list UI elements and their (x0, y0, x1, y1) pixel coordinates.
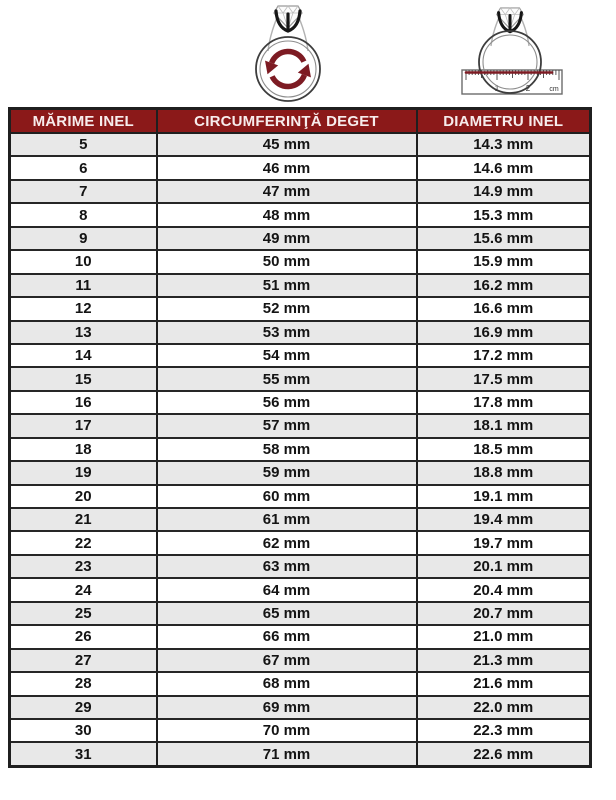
table-row (10, 438, 591, 461)
circumference-cell: 70 mm (157, 719, 417, 742)
ring-size-cell: 17 (10, 414, 157, 437)
table-row (10, 250, 591, 273)
diameter-cell: 16.9 mm (417, 321, 591, 344)
column-header-ring-size: MĂRIME INEL (10, 109, 157, 134)
circumference-cell: 64 mm (157, 578, 417, 601)
table-row (10, 672, 591, 695)
table-row (10, 274, 591, 297)
ruler-label-cm: cm (549, 86, 559, 93)
diameter-cell: 22.3 mm (417, 719, 591, 742)
header-row (10, 109, 591, 134)
ring-size-cell: 20 (10, 485, 157, 508)
ring-size-cell: 28 (10, 672, 157, 695)
table-header (10, 109, 591, 134)
diameter-cell: 18.8 mm (417, 461, 591, 484)
diameter-cell: 22.6 mm (417, 742, 591, 766)
circumference-cell: 71 mm (157, 742, 417, 766)
ring-size-table (8, 107, 592, 768)
circumference-cell: 51 mm (157, 274, 417, 297)
ring-size-cell: 12 (10, 297, 157, 320)
table-row (10, 180, 591, 203)
ring-size-cell: 11 (10, 274, 157, 297)
diameter-cell: 15.9 mm (417, 250, 591, 273)
table-row (10, 508, 591, 531)
ring-size-cell: 27 (10, 649, 157, 672)
diameter-cell: 21.3 mm (417, 649, 591, 672)
table-row (10, 742, 591, 766)
table-row (10, 649, 591, 672)
ring-size-cell: 10 (10, 250, 157, 273)
ring-size-cell: 19 (10, 461, 157, 484)
ring-size-cell: 29 (10, 696, 157, 719)
circumference-cell: 57 mm (157, 414, 417, 437)
table-body (10, 133, 591, 767)
circumference-cell: 56 mm (157, 391, 417, 414)
circumference-cell: 49 mm (157, 227, 417, 250)
column-header-finger-circumference: CIRCUMFERINŢĂ DEGET (157, 109, 417, 134)
diameter-cell: 15.6 mm (417, 227, 591, 250)
ring-size-cell: 23 (10, 555, 157, 578)
ring-size-cell: 30 (10, 719, 157, 742)
diameter-cell: 15.3 mm (417, 203, 591, 226)
ring-size-cell: 14 (10, 344, 157, 367)
table-row (10, 531, 591, 554)
diameter-cell: 17.8 mm (417, 391, 591, 414)
ruler-label-1: 1 (494, 84, 500, 93)
diameter-cell: 19.4 mm (417, 508, 591, 531)
table-row (10, 578, 591, 601)
diamond-icon (274, 6, 302, 31)
table-row (10, 485, 591, 508)
diameter-cell: 16.2 mm (417, 274, 591, 297)
diamond-icon (497, 8, 524, 32)
table-row (10, 227, 591, 250)
diameter-cell: 14.9 mm (417, 180, 591, 203)
circumference-cell: 62 mm (157, 531, 417, 554)
diameter-cell: 22.0 mm (417, 696, 591, 719)
circumference-cell: 61 mm (157, 508, 417, 531)
circumference-cell: 53 mm (157, 321, 417, 344)
ring-size-cell: 25 (10, 602, 157, 625)
circumference-cell: 68 mm (157, 672, 417, 695)
circumference-cell: 59 mm (157, 461, 417, 484)
ring-ruler-icon (458, 6, 566, 106)
table-row (10, 461, 591, 484)
table-row (10, 696, 591, 719)
circumference-cell: 55 mm (157, 367, 417, 390)
diameter-cell: 20.4 mm (417, 578, 591, 601)
table-row (10, 719, 591, 742)
ring-size-cell: 13 (10, 321, 157, 344)
circumference-cell: 54 mm (157, 344, 417, 367)
circumference-cell: 67 mm (157, 649, 417, 672)
circumference-cell: 45 mm (157, 133, 417, 156)
table-row (10, 625, 591, 648)
table-row (10, 414, 591, 437)
ring-size-cell: 31 (10, 742, 157, 766)
table-row (10, 133, 591, 156)
diameter-cell: 14.3 mm (417, 133, 591, 156)
ring-rotate-icon (246, 3, 330, 107)
ruler-label-2: 2 (525, 84, 531, 93)
circumference-cell: 60 mm (157, 485, 417, 508)
ring-size-cell: 22 (10, 531, 157, 554)
column-header-ring-diameter: DIAMETRU INEL (417, 109, 591, 134)
ring-band-outer (256, 37, 320, 101)
diameter-cell: 14.6 mm (417, 156, 591, 179)
ring-size-cell: 21 (10, 508, 157, 531)
ring-size-cell: 6 (10, 156, 157, 179)
circumference-cell: 69 mm (157, 696, 417, 719)
circumference-cell: 47 mm (157, 180, 417, 203)
ring-size-cell: 16 (10, 391, 157, 414)
ring-size-cell: 18 (10, 438, 157, 461)
circumference-cell: 63 mm (157, 555, 417, 578)
diameter-cell: 20.7 mm (417, 602, 591, 625)
diameter-cell: 16.6 mm (417, 297, 591, 320)
diameter-cell: 17.5 mm (417, 367, 591, 390)
diameter-cell: 20.1 mm (417, 555, 591, 578)
circumference-cell: 66 mm (157, 625, 417, 648)
table-row (10, 203, 591, 226)
table-row (10, 555, 591, 578)
circumference-cell: 58 mm (157, 438, 417, 461)
circumference-cell: 48 mm (157, 203, 417, 226)
table-row (10, 602, 591, 625)
ring-size-cell: 8 (10, 203, 157, 226)
table-row (10, 156, 591, 179)
diameter-cell: 17.2 mm (417, 344, 591, 367)
ring-size-cell: 5 (10, 133, 157, 156)
ring-size-cell: 26 (10, 625, 157, 648)
circumference-cell: 46 mm (157, 156, 417, 179)
ring-size-cell: 7 (10, 180, 157, 203)
diameter-cell: 21.6 mm (417, 672, 591, 695)
ring-size-cell: 9 (10, 227, 157, 250)
diameter-cell: 19.7 mm (417, 531, 591, 554)
table-row (10, 297, 591, 320)
rotation-arrows-icon (261, 51, 315, 86)
diameter-cell: 18.5 mm (417, 438, 591, 461)
ring-size-cell: 24 (10, 578, 157, 601)
ring-size-cell: 15 (10, 367, 157, 390)
circumference-cell: 65 mm (157, 602, 417, 625)
circumference-cell: 52 mm (157, 297, 417, 320)
diameter-cell: 21.0 mm (417, 625, 591, 648)
table-row (10, 344, 591, 367)
diameter-cell: 19.1 mm (417, 485, 591, 508)
diameter-cell: 18.1 mm (417, 414, 591, 437)
table-row (10, 321, 591, 344)
circumference-cell: 50 mm (157, 250, 417, 273)
table-row (10, 367, 591, 390)
table-row (10, 391, 591, 414)
